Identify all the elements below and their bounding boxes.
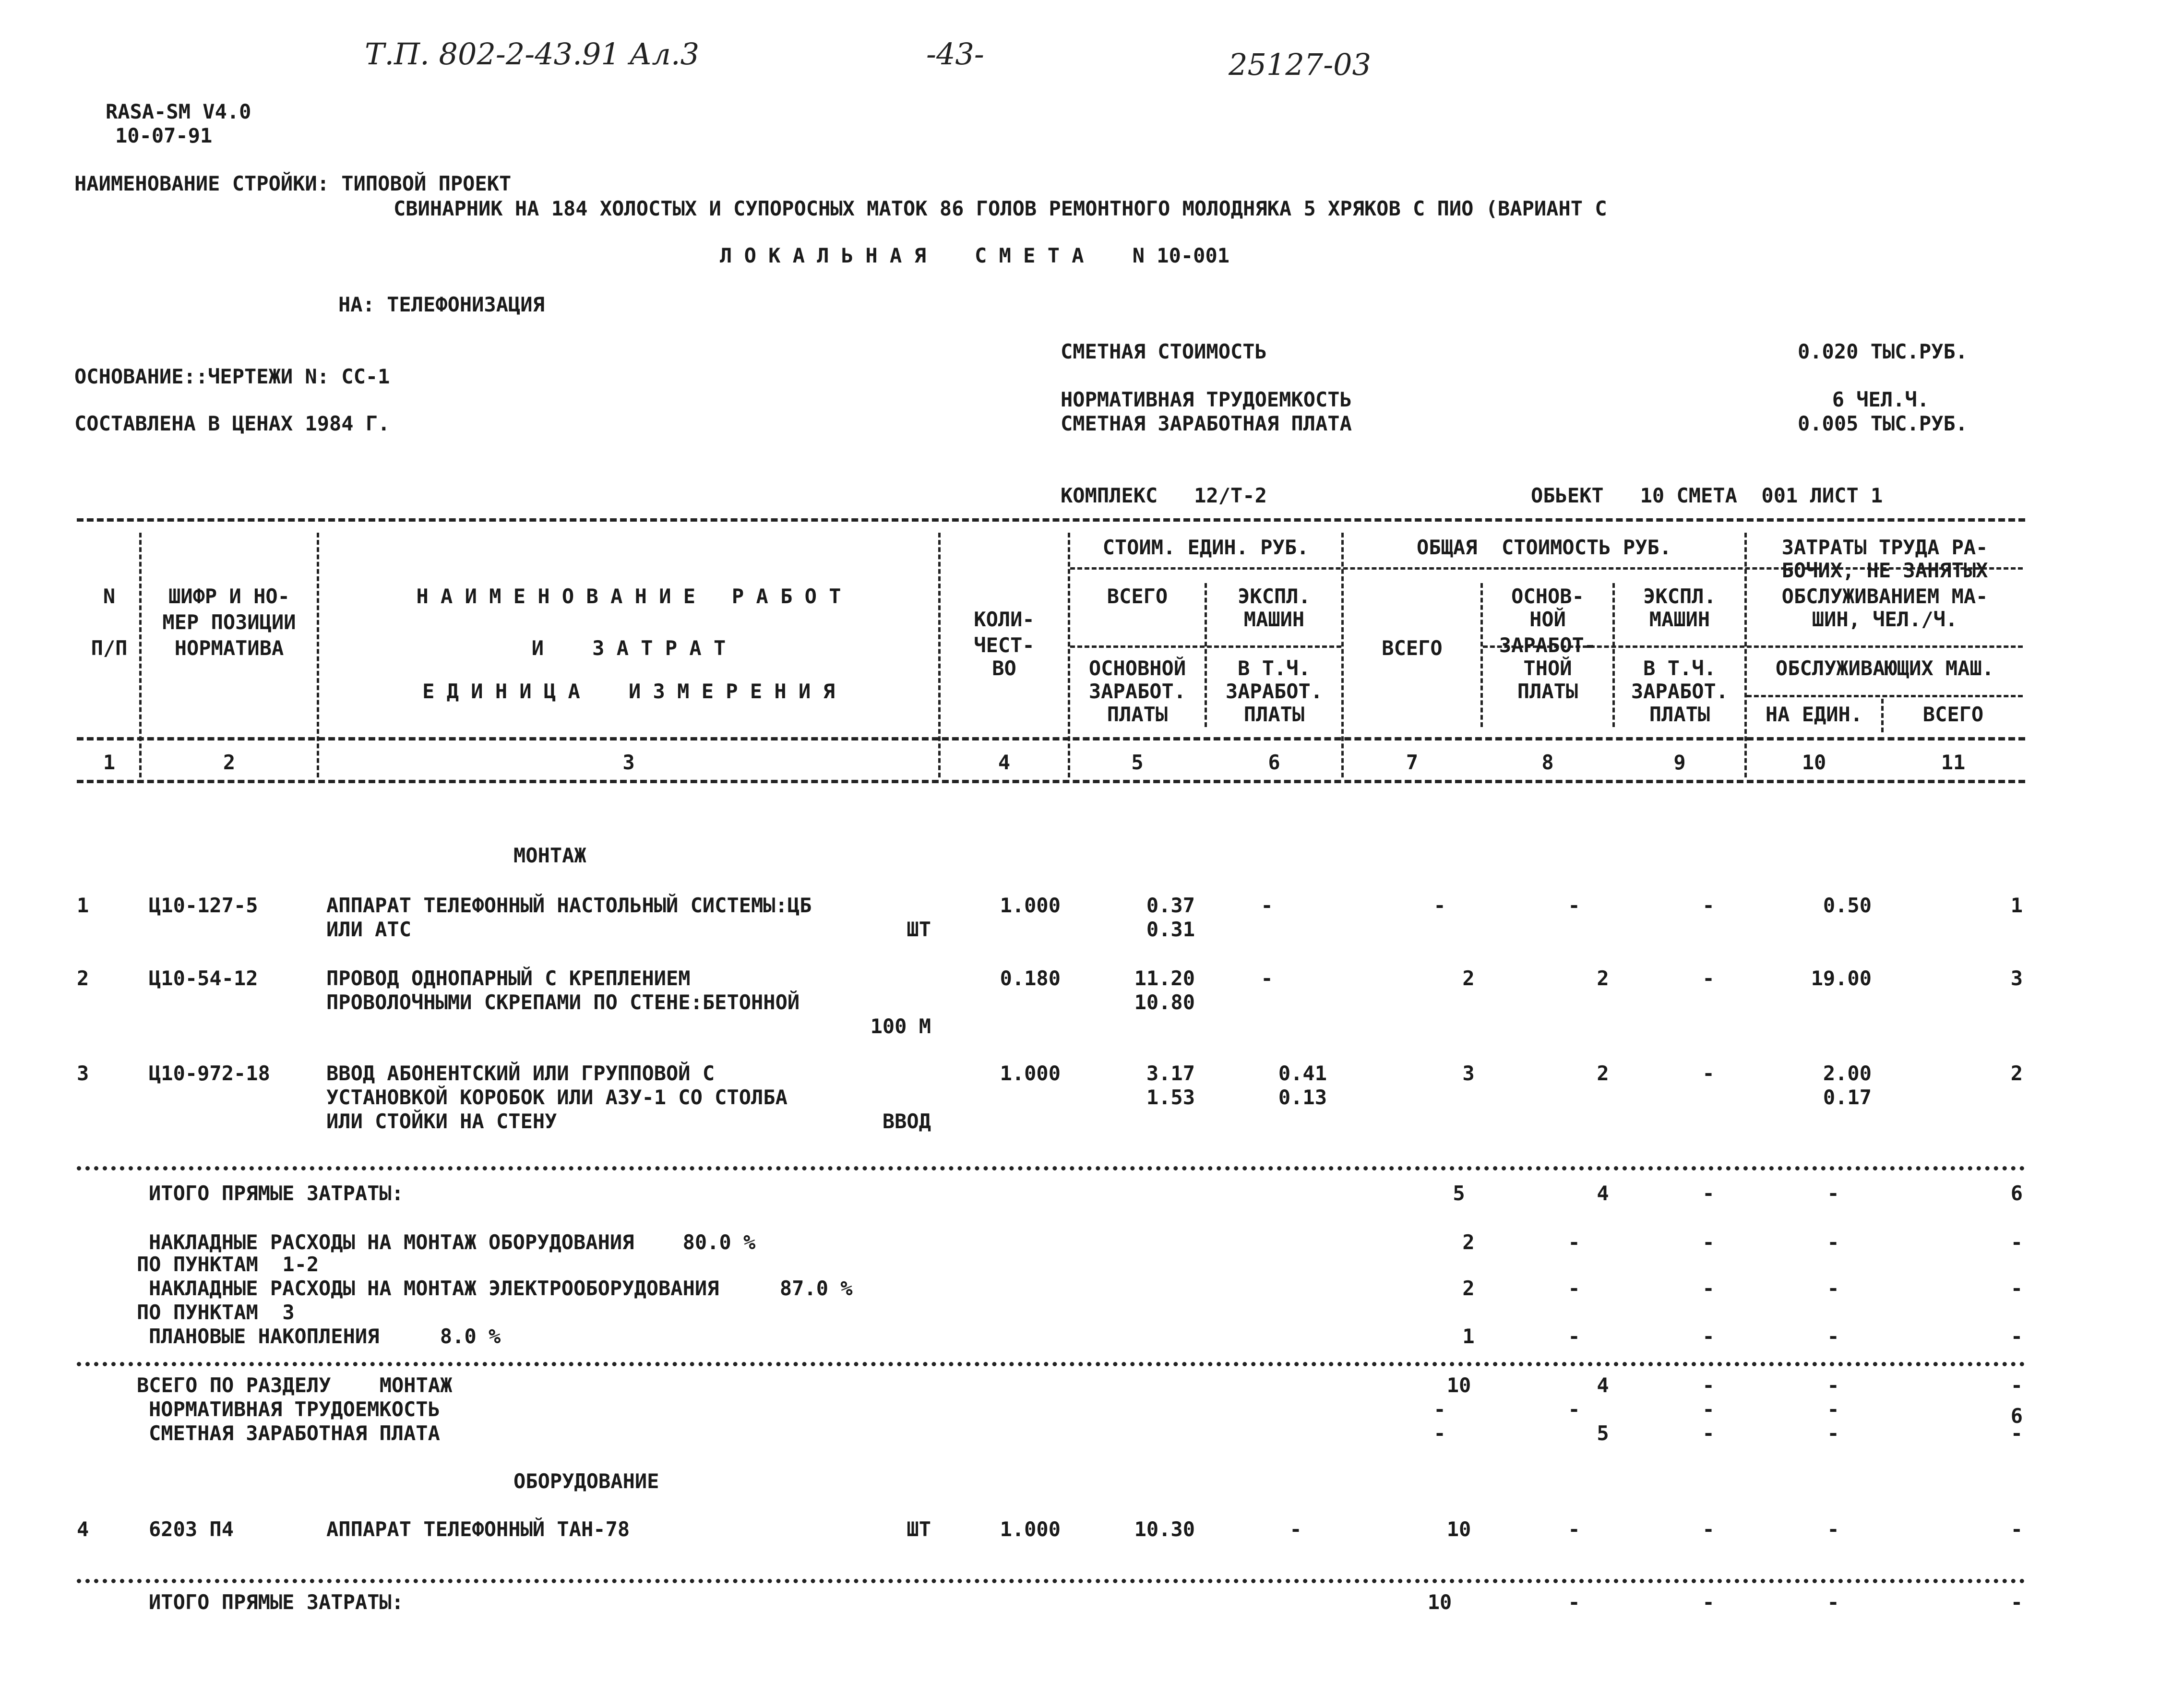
handwritten-project-ref: Т.П. 802-2-43.91 Ал.3	[365, 36, 700, 72]
direct-total-c7: 5	[1453, 1182, 1465, 1205]
col9-header: ЗАРАБОТ.	[1631, 680, 1729, 703]
labor-label: НОРМАТИВНАЯ ТРУДОЕМКОСТЬ	[1061, 388, 1352, 411]
col-number: 10	[1802, 751, 1826, 774]
section-wage-c7: -	[1433, 1421, 1446, 1445]
direct-total-label: ИТОГО ПРЯМЫЕ ЗАТРАТЫ:	[149, 1590, 404, 1614]
row-qty: 0.180	[1000, 967, 1061, 990]
col6-header: МАШИН	[1243, 608, 1305, 631]
row-name: ПРОВОД ОДНОПАРНЫЙ С КРЕПЛЕНИЕМ	[326, 967, 691, 990]
col8-header: ЗАРАБОТ-	[1499, 633, 1597, 657]
row-c8: 2	[1597, 967, 1609, 990]
header-bottom-rule	[77, 780, 2025, 783]
col10-header: НА ЕДИН.	[1765, 703, 1863, 726]
section-total-c10: -	[1827, 1373, 1839, 1397]
row-c6: -	[1261, 894, 1273, 917]
wage-label: СМЕТНАЯ ЗАРАБОТНАЯ ПЛАТА	[1061, 412, 1352, 435]
section-labor-c8: -	[1568, 1397, 1580, 1421]
planned-c8: -	[1568, 1325, 1580, 1348]
section-labor-c9: -	[1702, 1397, 1715, 1421]
object-label: ОБЬЕКТ 10 СМЕТА 001 ЛИСТ 1	[1531, 484, 1883, 507]
overhead2-c9: -	[1702, 1277, 1715, 1300]
total-cost-group-header: ОБЩАЯ СТОИМОСТЬ РУБ.	[1416, 536, 1671, 559]
basis-text: ОСНОВАНИЕ::ЧЕРТЕЖИ N: СС-1	[74, 365, 390, 388]
row-code: Ц10-972-18	[149, 1062, 270, 1085]
row-number: 3	[77, 1062, 89, 1085]
col-number: 7	[1406, 751, 1419, 774]
row-unit: ШТ	[907, 918, 931, 941]
planned-c7: 1	[1462, 1325, 1475, 1348]
program-date: 10-07-91	[115, 124, 213, 147]
row-c8: -	[1568, 894, 1580, 917]
section-labor-c10: -	[1827, 1397, 1839, 1421]
col3-header: Н А И М Е Н О В А Н И Е Р А Б О Т	[416, 585, 841, 608]
row-c10: 0.50	[1823, 894, 1872, 917]
overhead2-label: НАКЛАДНЫЕ РАСХОДЫ НА МОНТАЖ ЭЛЕКТРООБОРУДОВАНИЯ 87.0 %	[149, 1277, 853, 1300]
col5-header: ВСЕГО	[1107, 585, 1168, 608]
cost-value: 0.020 ТЫС.РУБ.	[1797, 340, 1968, 363]
row-c11: 2	[2010, 1062, 2023, 1085]
col9-header: МАШИН	[1649, 608, 1710, 631]
col-number: 5	[1131, 751, 1144, 774]
col8-header: ТНОЙ	[1523, 656, 1572, 680]
section-total-c8: 4	[1597, 1373, 1609, 1397]
col11-header: ВСЕГО	[1922, 703, 1984, 726]
col2-header: НОРМАТИВА	[174, 636, 284, 660]
labor-group-header: ШИН, ЧЕЛ./Ч.	[1812, 608, 1958, 631]
row-c8: -	[1568, 1517, 1580, 1541]
row-number: 2	[77, 967, 89, 990]
dotted-rule	[77, 1579, 2025, 1583]
col9-header: ПЛАТЫ	[1649, 703, 1710, 726]
direct-total-c10: -	[1827, 1590, 1839, 1614]
col7-header: ВСЕГО	[1382, 636, 1443, 660]
overhead1-c11: -	[2010, 1230, 2023, 1254]
row-c7: 2	[1462, 967, 1475, 990]
direct-total-c9: -	[1702, 1590, 1715, 1614]
row-name: ИЛИ АТС	[326, 918, 412, 941]
labor-group-header: ОБСЛУЖИВАНИЕМ МА-	[1781, 585, 1988, 608]
row-c9: -	[1702, 1062, 1715, 1085]
overhead1-label: НАКЛАДНЫЕ РАСХОДЫ НА МОНТАЖ ОБОРУДОВАНИЯ 80.0 %	[149, 1230, 756, 1254]
col3-header: Е Д И Н И Ц А И З М Е Р Е Н И Я	[422, 680, 835, 703]
col6-header: ПЛАТЫ	[1243, 703, 1305, 726]
col8-header: НОЙ	[1529, 608, 1566, 631]
planned-c9: -	[1702, 1325, 1715, 1348]
section-total-c9: -	[1702, 1373, 1715, 1397]
section-total-c7: 10	[1446, 1373, 1471, 1397]
overhead2-c10: -	[1827, 1277, 1839, 1300]
row-c5: 1.53	[1146, 1086, 1195, 1109]
planned-c10: -	[1827, 1325, 1839, 1348]
section-wage-label: СМЕТНАЯ ЗАРАБОТНАЯ ПЛАТА	[149, 1421, 440, 1445]
overhead1-c7: 2	[1462, 1230, 1475, 1254]
col-number: 6	[1268, 751, 1280, 774]
row-c9: -	[1702, 894, 1715, 917]
overhead2-c8: -	[1568, 1277, 1580, 1300]
row-c9: -	[1702, 967, 1715, 990]
row-name: ИЛИ СТОЙКИ НА СТЕНУ	[326, 1110, 557, 1133]
row-c7: -	[1433, 894, 1446, 917]
col5-header: ОСНОВНОЙ	[1088, 656, 1186, 680]
row-c6: 0.13	[1278, 1086, 1327, 1109]
row-c5: 10.80	[1134, 991, 1195, 1014]
dotted-rule	[77, 1362, 2025, 1366]
row-c10: 2.00	[1823, 1062, 1872, 1085]
col3-header: И З А Т Р А Т	[531, 636, 726, 660]
col9-header: ЭКСПЛ.	[1643, 585, 1716, 608]
row-c7: 10	[1446, 1517, 1471, 1541]
col-number: 2	[223, 751, 236, 774]
row-code: Ц10-54-12	[149, 967, 258, 990]
col-number: 4	[998, 751, 1011, 774]
row-c5: 0.31	[1146, 918, 1195, 941]
planned-label: ПЛАНОВЫЕ НАКОПЛЕНИЯ 8.0 %	[149, 1325, 501, 1348]
overhead2-sub: ПО ПУНКТАМ 3	[137, 1301, 295, 1324]
row-c11: -	[2010, 1517, 2023, 1541]
row-c8: 2	[1597, 1062, 1609, 1085]
header-sub-rule	[1747, 645, 2023, 648]
row-c5: 0.37	[1146, 894, 1195, 917]
col2-header: МЕР ПОЗИЦИИ	[162, 610, 296, 634]
row-code: 6203 П4	[149, 1517, 234, 1541]
row-code: Ц10-127-5	[149, 894, 258, 917]
col9-header: В Т.Ч.	[1643, 656, 1716, 680]
row-c7: 3	[1462, 1062, 1475, 1085]
overhead1-c10: -	[1827, 1230, 1839, 1254]
col8-header: ОСНОВ-	[1511, 585, 1584, 608]
row-c10: -	[1827, 1517, 1839, 1541]
section-wage-c10: -	[1827, 1421, 1839, 1445]
col4-header: ВО	[992, 656, 1016, 680]
row-name: ПРОВОЛОЧНЫМИ СКРЕПАМИ ПО СТЕНЕ:БЕТОННОЙ	[326, 991, 800, 1014]
row-unit: 100 М	[870, 1015, 931, 1038]
col5-header: ЗАРАБОТ.	[1088, 680, 1186, 703]
program-version: RASA-SM V4.0	[106, 100, 251, 123]
col-number: 8	[1541, 751, 1554, 774]
row-c5: 11.20	[1134, 967, 1195, 990]
section-wage-c11: -	[2010, 1421, 2023, 1445]
wage-value: 0.005 ТЫС.РУБ.	[1797, 412, 1968, 435]
overhead2-c7: 2	[1462, 1277, 1475, 1300]
section-labor-c11: 6	[2010, 1404, 2023, 1428]
project-label: НАИМЕНОВАНИЕ СТРОЙКИ: ТИПОВОЙ ПРОЕКТ	[74, 172, 512, 195]
direct-total-c11: -	[2010, 1590, 2023, 1614]
col2-header: ШИФР И НО-	[168, 585, 290, 608]
col-number: 3	[622, 751, 635, 774]
direct-total-c8: -	[1568, 1590, 1580, 1614]
header-mid-rule	[77, 737, 2025, 740]
col6-header: ЭКСПЛ.	[1238, 585, 1311, 608]
row-qty: 1.000	[1000, 1517, 1061, 1541]
direct-total-c8: 4	[1597, 1182, 1609, 1205]
section-title: ОБОРУДОВАНИЕ	[513, 1469, 659, 1493]
direct-total-label: ИТОГО ПРЯМЫЕ ЗАТРАТЫ:	[149, 1182, 404, 1205]
row-name: ВВОД АБОНЕНТСКИЙ ИЛИ ГРУППОВОЙ С	[326, 1062, 715, 1085]
col-number: 1	[103, 751, 116, 774]
unit-cost-group-header: СТОИМ. ЕДИН. РУБ.	[1102, 536, 1309, 559]
labor-group-header: БОЧИХ, НЕ ЗАНЯТЫХ	[1781, 559, 1988, 582]
row-c11: 1	[2010, 894, 2023, 917]
overhead1-sub: ПО ПУНКТАМ 1-2	[137, 1253, 319, 1276]
dotted-rule	[77, 1166, 2025, 1170]
col1-header: N	[103, 585, 116, 608]
estimate-for: НА: ТЕЛЕФОНИЗАЦИЯ	[338, 293, 545, 316]
section-wage-c9: -	[1702, 1421, 1715, 1445]
header-top-rule	[77, 518, 2025, 522]
header-sub-rule	[1070, 645, 1341, 648]
estimate-title: Л О К А Л Ь Н А Я С М Е Т А N 10-001	[720, 244, 1230, 267]
col4-header: КОЛИ-	[974, 608, 1035, 631]
labor-group-header: ЗАТРАТЫ ТРУДА РА-	[1781, 536, 1988, 559]
row-unit: ШТ	[907, 1517, 931, 1541]
row-number: 1	[77, 894, 89, 917]
row-name: УСТАНОВКОЙ КОРОБОК ИЛИ АЗУ-1 СО СТОЛБА	[326, 1086, 788, 1109]
direct-total-c11: 6	[2010, 1182, 2023, 1205]
direct-total-c9: -	[1702, 1182, 1715, 1205]
row-name: АППАРАТ ТЕЛЕФОННЫЙ ТАН-78	[326, 1517, 630, 1541]
col4-header: ЧЕСТ-	[974, 633, 1035, 657]
section-title: МОНТАЖ	[513, 844, 586, 867]
section-wage-c8: 5	[1597, 1421, 1609, 1445]
direct-total-c10: -	[1827, 1182, 1839, 1205]
row-name: АППАРАТ ТЕЛЕФОННЫЙ НАСТОЛЬНЫЙ СИСТЕМЫ:ЦБ	[326, 894, 812, 917]
row-c11: 3	[2010, 967, 2023, 990]
col1-header: П/П	[91, 636, 128, 660]
col-number: 9	[1673, 751, 1686, 774]
overhead1-c8: -	[1568, 1230, 1580, 1254]
row-c6: -	[1289, 1517, 1302, 1541]
labor-value: 6 ЧЕЛ.Ч.	[1832, 388, 1929, 411]
labor-subgroup-header: ОБСЛУЖИВАЮЩИХ МАШ.	[1775, 656, 1994, 680]
planned-c11: -	[2010, 1325, 2023, 1348]
cost-label: СМЕТНАЯ СТОИМОСТЬ	[1061, 340, 1267, 363]
col5-header: ПЛАТЫ	[1107, 703, 1168, 726]
row-c5: 3.17	[1146, 1062, 1195, 1085]
project-name: СВИНАРНИК НА 184 ХОЛОСТЫХ И СУПОРОСНЫХ МАТОК 86 ГОЛОВ РЕМОНТНОГО МОЛОДНЯКА 5 ХРЯКОВ С ПИО (ВАРИАНТ С	[394, 197, 1607, 220]
col6-header: ЗАРАБОТ.	[1225, 680, 1323, 703]
row-qty: 1.000	[1000, 1062, 1061, 1085]
section-total-c11: -	[2010, 1373, 2023, 1397]
section-labor-label: НОРМАТИВНАЯ ТРУДОЕМКОСТЬ	[149, 1397, 440, 1421]
row-qty: 1.000	[1000, 894, 1061, 917]
col-number: 11	[1941, 751, 1966, 774]
row-c6: 0.41	[1278, 1062, 1327, 1085]
header-sub-rule	[1747, 695, 2023, 697]
row-c6: -	[1261, 967, 1273, 990]
row-number: 4	[77, 1517, 89, 1541]
section-labor-c7: -	[1433, 1397, 1446, 1421]
direct-total-c7: 10	[1427, 1590, 1452, 1614]
section-total-label: ВСЕГО ПО РАЗДЕЛУ МОНТАЖ	[137, 1373, 453, 1397]
row-c10: 19.00	[1811, 967, 1872, 990]
row-unit: ВВОД	[882, 1110, 931, 1133]
row-c10: 0.17	[1823, 1086, 1872, 1109]
overhead2-c11: -	[2010, 1277, 2023, 1300]
row-c9: -	[1702, 1517, 1715, 1541]
prices-text: СОСТАВЛЕНА В ЦЕНАХ 1984 Г.	[74, 412, 390, 435]
handwritten-page-number: -43-	[926, 36, 984, 72]
col8-header: ПЛАТЫ	[1517, 680, 1578, 703]
complex-label: КОМПЛЕКС 12/Т-2	[1061, 484, 1267, 507]
row-c5: 10.30	[1134, 1517, 1195, 1541]
overhead1-c9: -	[1702, 1230, 1715, 1254]
handwritten-doc-number: 25127-03	[1229, 47, 1372, 82]
col6-header: В Т.Ч.	[1238, 656, 1311, 680]
